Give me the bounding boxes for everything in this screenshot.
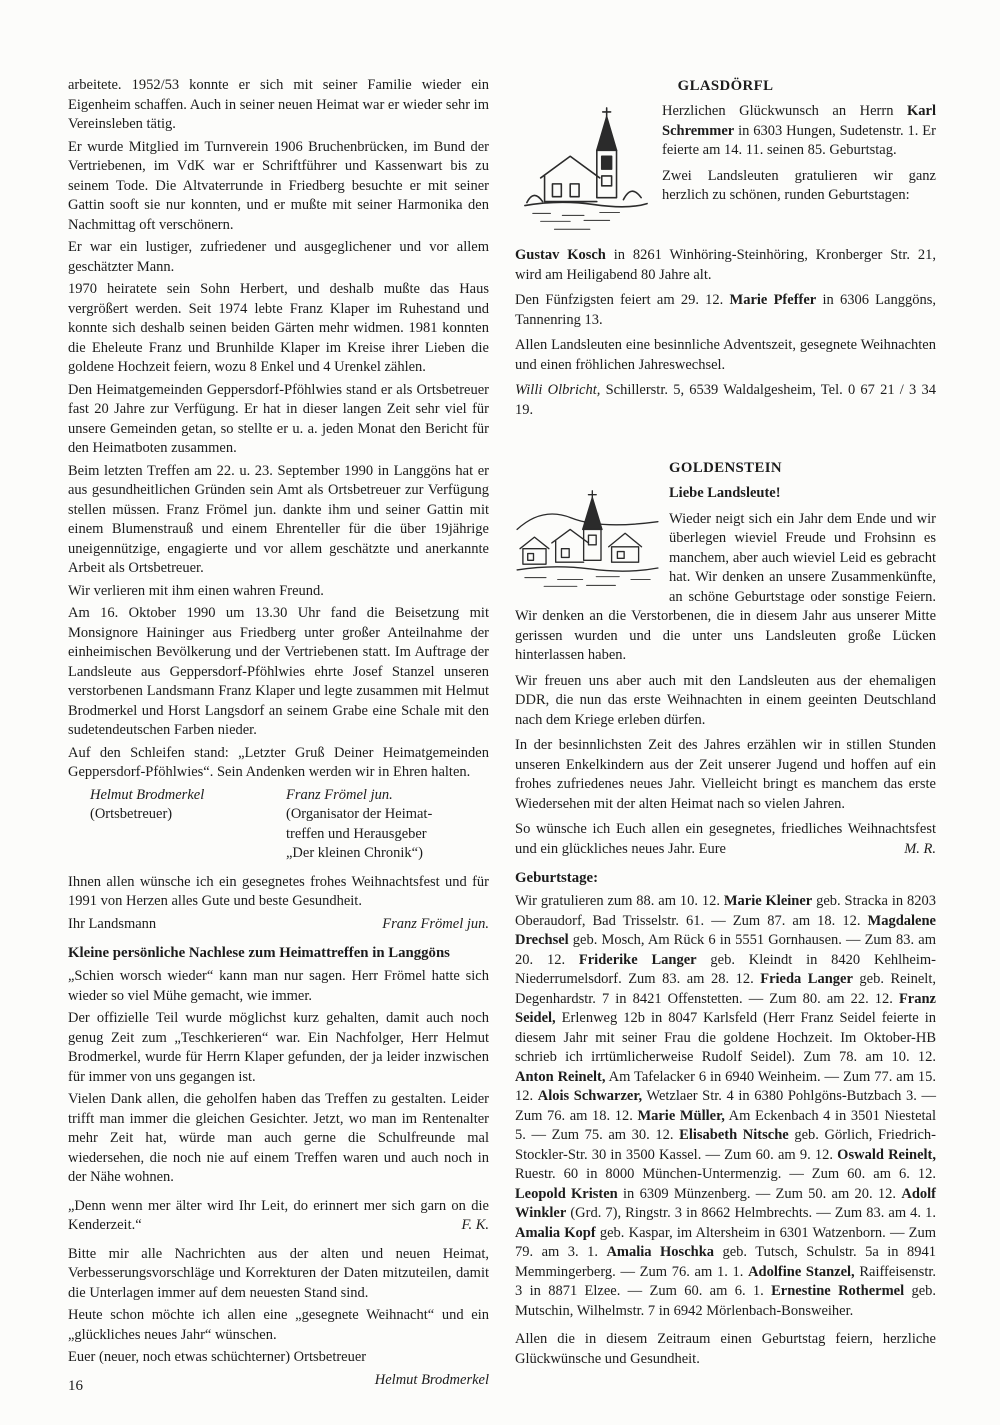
paragraph — [68, 1371, 489, 1391]
paragraph — [515, 820, 936, 859]
text-run: Er war ein lustiger, zufriedener und ausgeglichener und vor allem geschätzter Mann. — [68, 239, 489, 275]
text-run: Am Eckenbach 4 in 3501 Niestetal 5. — Zum 75. am 30. 12. — [515, 1107, 936, 1143]
text-run: Marie Pfeffer — [729, 292, 817, 308]
page-columns — [68, 76, 936, 1393]
text-run: Wetzlaer Str. 4 in 6380 Pohlgöns-Butzbach 3. — Zum 76. am 18. 12. — [515, 1088, 937, 1124]
section-heading-nachlese: Kleine persönliche Nachlese zum Heimattreffen in Langgöns — [68, 945, 450, 961]
signature-line — [286, 805, 489, 825]
paragraph — [68, 462, 489, 579]
text-run: geb. Stracka in 8203 Oberaudorf, Bad Trisselstr. 61. — Zum 87. am 18. 12. — [515, 893, 936, 929]
paragraph — [515, 672, 936, 731]
signature-line — [286, 825, 489, 845]
text-run: in 6309 Münzenberg. — Zum 50. am 20. 12. — [617, 1185, 902, 1202]
text-run: „Denn wenn mer älter wird Ihr Leit, do erinnert mer sich garn on die Kenderzeit.“ — [68, 1197, 489, 1233]
text-run: geb. Görlich, Friedrich-Stockler-Str. 30 in 3500 Kassel. — Zum 60. am 9. 12. — [515, 1127, 937, 1163]
paragraph — [515, 246, 936, 285]
text-run: Er wurde Mitglied im Turnverein 1906 Bruchenbrücken, im Bund der Vertriebenen, im VdK war er Schriftführer und Kassenwart bis zu seinem Tode. Die Altvaterrunde in Friedberg besuchte er mit seiner Gattin sooft sie nur konnten, und er mußte mit seiner Harmonika den Nachmittag oft verschönern. — [68, 138, 489, 233]
text-run: Marie Müller, — [637, 1107, 725, 1124]
paragraph — [68, 873, 489, 912]
signature-line — [286, 844, 489, 864]
text-run: Helmut Brodmerkel — [90, 786, 205, 803]
village-illustration — [515, 487, 660, 595]
text-run: Wir freuen uns aber auch mit den Landsleuten aus der ehemaligen DDR, die nun das erste Weihnachten in einem geeinten Deutschland nach dem Kriege erleben dürfen. — [515, 672, 936, 728]
text-run: Erlenweg 12b in 8047 Karlsfeld (Herr Franz Seidel feierte in diesem Jahr mit seiner Frau die goldene Hochzeit. Im Oktober-HB schrieb ich irrtümlicherweise Rudolf Seidel). Zum 78. am 10. 12. — [515, 1010, 936, 1065]
text-run: Am Tafelacker 6 in 6940 Weinheim. — Zum 77. am 15. 12. — [515, 1068, 936, 1104]
page-number: 16 — [68, 1378, 83, 1394]
text-run: (Grd. 7), Ringstr. 3 in 8662 Helmbrechts. — Zum 83. am 4. 1. — [566, 1205, 936, 1221]
paragraph — [515, 336, 936, 375]
text-run: Ernestine Rothermel — [771, 1283, 905, 1299]
text-run: Franz Frömel jun. — [286, 786, 393, 803]
text-run: Am 16. Oktober 1990 um 13.30 Uhr fand die Beisetzung mit Monsignore Haininger aus Friedberg unter großer Anteilnahme der einheimischen Bevölkerung und der Vertriebenen statt. Im Auftrage der Landsleute aus Geppersdorf-Pföhlwies ehrte Josef Stanzel unseren verstorbenen Landsmann Franz Klaper und legte zusammen mit Helmut Brodmerkel und Horst Langsdorf an seinem Grabe eine Schale mit den sudetendeutschen Farben nieder. — [68, 605, 489, 738]
paragraph — [68, 744, 489, 783]
paragraph — [68, 604, 489, 741]
paragraph — [68, 1306, 489, 1345]
text-run: geb. Kaspar, im Altersheim in 6301 Watzenborn. — Zum 79. am 3. 1. — [515, 1224, 937, 1260]
text-run: Heute schon möchte ich allen eine „gesegnete Weihnacht“ und ein „glückliches neues Jahr“ wünschen. — [68, 1307, 489, 1343]
text-run: Ruestr. 60 in 8000 München-Untermenzig. — Zum 60. am 6. 12. — [515, 1166, 936, 1182]
text-run: in 6306 Langgöns, Tannenring 13. — [515, 292, 936, 328]
text-run: Adolf Winkler — [515, 1185, 936, 1221]
text-run: Wir verlieren mit ihm einen wahren Freund. — [68, 582, 324, 599]
left-column — [68, 76, 489, 1393]
signature-left — [90, 786, 286, 864]
text-run: Schillerstr. 5, 6539 Waldalgesheim, Tel. 0 67 21 / 3 34 19. — [515, 382, 936, 418]
text-run: geb. Mutschin, Wilhelmstr. 7 in 6942 Mörlenbach-Bonsweiher. — [515, 1283, 937, 1319]
text-run: Wir gratulieren zum 88. am 10. 12. — [515, 893, 724, 909]
signature-line — [90, 786, 286, 806]
section-heading-glasdoerfl: GLASDÖRFL — [677, 78, 774, 94]
text-run: Magdalene Drechsel — [515, 912, 936, 948]
text-run: Herzlichen Glückwunsch an Herrn — [662, 103, 907, 119]
text-run: So wünsche ich Euch allen ein gesegnetes, friedliches Weihnachtsfest und ein glückliches neues Jahr. Eure — [515, 821, 936, 857]
text-run: treffen und Herausgeber — [286, 825, 427, 842]
right-aligned-text — [382, 915, 489, 935]
signature-right — [286, 786, 489, 864]
text-run: F. K. — [461, 1217, 489, 1233]
paragraph — [68, 138, 489, 236]
text-run: Gustav Kosch — [515, 247, 606, 263]
paragraph — [68, 280, 489, 378]
geburtstage-heading: Geburtstage: — [515, 870, 599, 886]
signature-line — [286, 786, 489, 806]
text-run: Helmut Brodmerkel — [374, 1371, 489, 1388]
text-run: Franz Seidel, — [515, 990, 936, 1026]
paragraph — [515, 1330, 936, 1369]
text-run: geb. Tutsch, Schulstr. 5a in 8941 Memmingerberg. — Zum 76. am 1. 1. — [515, 1244, 936, 1280]
text-run: Den Heimatgemeinden Geppersdorf-Pföhlwies stand er als Ortsbetreuer fast 20 Jahre zur Verfügung. Er hat in dieser langen Zeit sehr viel für unsere Gemeinden getan, so stellte er u. a. jeden Monat den Bericht für den Heimatboten zusammen. — [68, 381, 489, 456]
right-aligned-text — [904, 840, 936, 860]
text-run: In der besinnlichsten Zeit des Jahres erzählen wir in stillen Stunden unseren Enkelkindern aus der Zeit unserer Jugend und hoffen auf ein frohes zufriedenes neues Jahr. Vielleicht bringt es manchem das erste Wiedersehen mit der alten Heimat nach so vielen Jahren. — [515, 737, 936, 812]
text-run: Allen die in diesem Zeitraum einen Geburtstag feiern, herzliche Glückwünsche und Gesundheit. — [515, 1331, 936, 1367]
text-run: Den Fünfzigsten feiert am 29. 12. — [515, 292, 730, 308]
text-run: Anton Reinelt, — [515, 1068, 606, 1085]
paragraph — [515, 736, 936, 814]
text-run: Willi Olbricht, — [515, 382, 601, 398]
paragraph — [68, 915, 489, 935]
paragraph — [68, 582, 489, 602]
text-run: „Der kleinen Chronik“) — [286, 845, 423, 861]
paragraph — [515, 381, 936, 420]
text-run: (Organisator der Heimat- — [286, 806, 433, 822]
text-run: Karl Schremmer — [662, 103, 936, 139]
text-run: Leopold Kristen — [515, 1185, 618, 1202]
text-run: Der offizielle Teil wurde möglichst kurz gehalten, damit auch noch genug Zeit zum „Teschkerieren“ war. Ein Nachfolger, Herr Helmut Brodmerkel, wurde für Herrn Klaper gefunden, der ja leider inzwischen für immer von uns gegangen ist. — [68, 1010, 489, 1085]
paragraph — [68, 1197, 489, 1236]
paragraph — [515, 291, 936, 330]
goldenstein-section — [515, 484, 936, 672]
paragraph — [68, 1245, 489, 1304]
text-run: Marie Kleiner — [723, 893, 813, 909]
text-run: in 6303 Hungen, Sudetenstr. 1. Er feierte am 14. 11. seinen 85. Geburtstag. — [662, 122, 936, 158]
text-run: (Ortsbetreuer) — [90, 806, 173, 822]
paragraph — [68, 967, 489, 1006]
signature-line — [90, 805, 286, 825]
text-run: Auf den Schleifen stand: „Letzter Gruß Deiner Heimatgemeinden Geppersdorf-Pföhlwies“. Sein Andenken werden wir in Ehren halten. — [68, 744, 489, 780]
text-run: Wieder neigt sich ein Jahr dem Ende und wir überlegen wieviel Freude und Frohsinn es manchem, aber auch wieviel Leid es gebracht hat. Wir denken an unsere Zusammenkünfte, an schöne Geburtstage oder sonstige Feiern. Wir denken an die Verstorbenen, die in diesem Jahr aus unserer Mitte gerissen wurden und die unter uns Landsleuten große Lücken hinterlassen haben. — [515, 510, 936, 663]
text-run: in 8261 Winhöring-Steinhöring, Kronberger Str. 21, wird am Heiligabend 80 Jahre alt. — [515, 247, 936, 283]
text-run: Allen Landsleuten eine besinnliche Adventszeit, gesegnete Weihnachten und einen fröhlichen Jahreswechsel. — [515, 337, 936, 373]
text-run: „Schien worsch wieder“ kann man nur sagen. Herr Frömel hatte sich wieder so viel Mühe gemacht, wie immer. — [68, 968, 489, 1004]
text-run: Euer (neuer, noch etwas schüchterner) Ortsbetreuer — [68, 1349, 367, 1365]
text-run: geb. Kleindt in 8420 Kehlheim-Niederrumelsdorf. Zum 83. am 28. 12. — [515, 951, 936, 987]
signature-block — [68, 786, 489, 864]
glasdoerfl-section — [515, 102, 936, 246]
right-aligned-text — [461, 1216, 489, 1236]
text-run: Oswald Reinelt, — [837, 1146, 936, 1163]
section-heading-goldenstein: GOLDENSTEIN — [669, 460, 782, 476]
text-run: Liebe Landsleute! — [669, 485, 781, 501]
text-run: Ihr Landsmann — [68, 915, 157, 932]
text-run: Beim letzten Treffen am 22. u. 23. September 1990 in Langgöns hat er aus gesundheitlichen Gründen sein Amt als Ortsbetreuer zur Verfügung stellen müssen. Franz Frömel jun. dankte ihm und seiner Gattin mit einem Blumenstrauß und einem Ehrenteller für die über 19jährige uneigennützige, engagierte und vor allem geschätzte und anerkannte Arbeit als Ortsbetreuer. — [68, 462, 489, 576]
text-run: Vielen Dank allen, die geholfen haben das Treffen zu gestalten. Leider trifft man immer die gleichen Gesichter. Jetzt, wo man im Rentenalter mehr Zeit hat, würde man auch gerne die Schulfreunde mal wiedersehen, die noch nie auf einem Treffen waren und auch noch in der Nähe wohnen. — [68, 1091, 489, 1185]
text-run: Bitte mir alle Nachrichten aus der alten und neuen Heimat, Verbesserungsvorschläge und Korrekturen der Daten mitzuteilen, damit die Unterlagen immer auf dem neuesten Stand sind. — [68, 1245, 489, 1301]
text-run: 1970 heiratete sein Sohn Herbert, und deshalb mußte das Haus vergrößert werden. Seit 1974 lebte Franz Klaper im Ruhestand und konnte sich deshalb seinen beiden Gärten mehr widmen. 1981 konnten die Eheleute Franz und Brunhilde Klaper im Kreise ihrer Lieben die goldene Hochzeit feiern, wozu 8 Enkel und 4 Urenkel zählen. — [68, 281, 489, 375]
text-run: Elisabeth Nitsche — [679, 1127, 789, 1143]
geburtstage-list — [515, 892, 936, 1321]
text-run: Adolfine Stanzel, — [748, 1263, 855, 1280]
paragraph — [68, 238, 489, 277]
text-run: M. R. — [904, 840, 936, 857]
church-illustration — [515, 105, 653, 243]
text-run: geb. Reinelt, Degenhardstr. 7 in 8421 Offenstetten. — Zum 80. am 22. 12. — [515, 971, 936, 1007]
text-run: arbeitete. 1952/53 konnte er sich mit seiner Familie wieder ein Eigenheim schaffen. Auch in seiner neuen Heimat war er wieder sehr im Vereinsleben tätig. — [68, 77, 489, 132]
paragraph — [68, 381, 489, 459]
text-run: Frieda Langer — [760, 971, 853, 987]
paragraph — [68, 1009, 489, 1087]
paragraph — [68, 76, 489, 135]
text-run: Amalia Kopf — [515, 1224, 596, 1241]
paragraph — [68, 1090, 489, 1188]
text-run: Amalia Hoschka — [606, 1244, 715, 1260]
text-run: geb. Mosch, Am Rück 6 in 5551 Gornhausen. — Zum 83. am 20. 12. — [515, 932, 936, 968]
text-run: Zwei Landsleuten gratulieren wir ganz herzlich zu schönen, runden Geburtstagen: — [662, 167, 936, 203]
text-run: Franz Frömel jun. — [382, 915, 489, 932]
text-run: Alois Schwarzer, — [537, 1088, 643, 1104]
right-column — [515, 76, 936, 1393]
text-run: Ihnen allen wünsche ich ein gesegnetes frohes Weihnachtsfest und für 1991 von Herzen alles Gute und beste Gesundheit. — [68, 873, 489, 909]
paragraph — [68, 1348, 489, 1368]
text-run: Friderike Langer — [578, 951, 697, 968]
text-run: Raiffeisenstr. 3 in 8871 Elzee. — Zum 60. am 6. 1. — [515, 1263, 937, 1299]
